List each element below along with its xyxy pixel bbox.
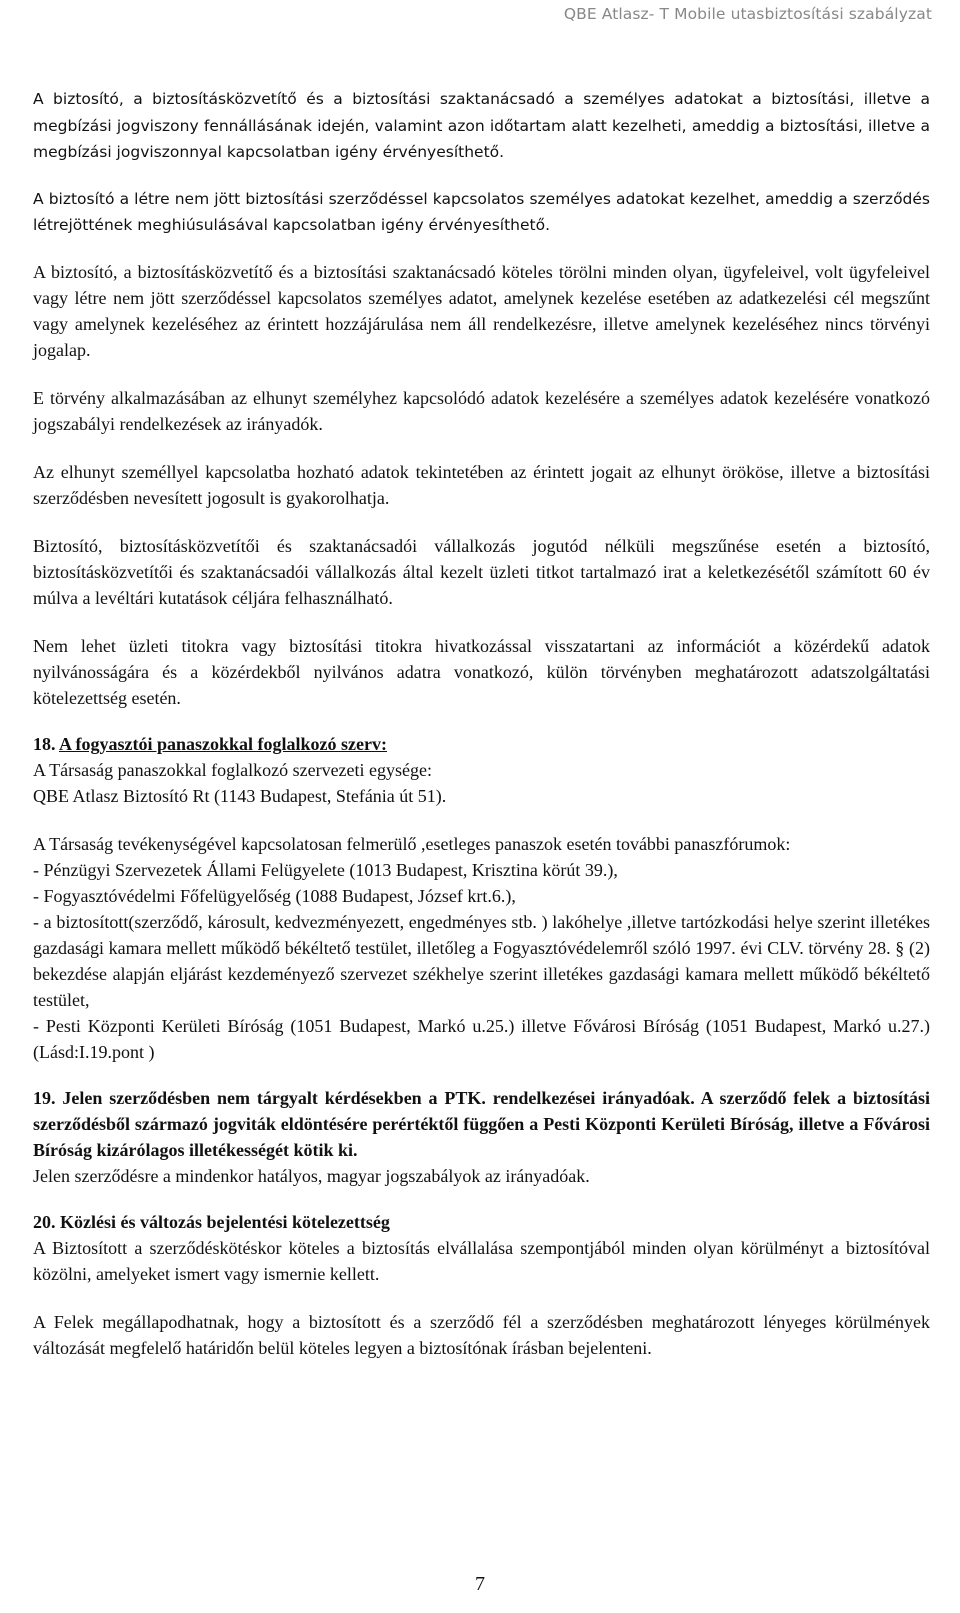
paragraph: Nem lehet üzleti titokra vagy biztosítási titokra hivatkozással visszatartani az információt a közérdekű adatok nyilvánosságára és a közérdekből nyilvános adatra vonatkozó, külön törvényben meghatározott adatszolgáltatási kötelezettség esetén. xyxy=(33,635,930,708)
list-item: - Pénzügyi Szervezetek Állami Felügyelete (1013 Budapest, Krisztina körút 39.), xyxy=(33,859,618,880)
paragraph: A biztosító, a biztosításközvetítő és a biztosítási szaktanácsadó a személyes adatokat a biztosítási, illetve a megbízási jogviszony fennállásának idején, valamint azon időtartam alatt kezelheti, ameddig a biztosítási, illetve a megbízási jogviszonnyal kapcsolatban igény érvényesíthető. xyxy=(33,90,930,161)
document-body xyxy=(33,86,930,1361)
section-19-text: 19. Jelen szerződésben nem tárgyalt kérdésekben a PTK. rendelkezései irányadóak. A szerződő felek a biztosítási szerződésből származó jogviták eldöntésére perértéktől függően a Pesti Központi Kerületi Bíróság, illetve a Fővárosi Bíróság kizárólagos illetékességét kötik ki. xyxy=(33,1087,930,1160)
paragraph: A Társaság tevékenységével kapcsolatosan felmerülő ,esetleges panaszok esetén további panaszfórumok: xyxy=(33,833,791,854)
section-18-heading xyxy=(33,731,930,757)
text-line: A Társaság panaszokkal foglalkozó szervezeti egysége: xyxy=(33,759,433,780)
page-number: 7 xyxy=(475,1573,485,1595)
list-item: - Fogyasztóvédelmi Főfelügyelőség (1088 Budapest, József krt.6.), xyxy=(33,885,516,906)
paragraph: Az elhunyt személlyel kapcsolatba hozható adatok tekintetében az érintett jogait az elhunyt örököse, illetve a biztosítási szerződésben nevesített jogosult is gyakorolhatja. xyxy=(33,461,930,508)
paragraph: A Felek megállapodhatnak, hogy a biztosított és a szerződő fél a szerződésben meghatározott lényeges körülmények változását megfelelő határidőn belül köteles legyen a biztosítónak írásban bejelenteni. xyxy=(33,1311,930,1358)
section-title: A fogyasztói panaszokkal foglalkozó szerv: xyxy=(59,733,388,754)
text-line: Jelen szerződésre a mindenkor hatályos, magyar jogszabályok az irányadóak. xyxy=(33,1165,590,1186)
paragraph: E törvény alkalmazásában az elhunyt személyhez kapcsolódó adatok kezelésére a személyes adatok kezelésére vonatkozó jogszabályi rendelkezések az irányadók. xyxy=(33,387,930,434)
paragraph: A biztosító, a biztosításközvetítő és a biztosítási szaktanácsadó köteles törölni minden olyan, ügyfeleivel, volt ügyfeleivel vagy létre nem jött szerződéssel kapcsolatos személyes adatot, amelynek kezelése esetében az adatkezelési cél megszűnt vagy amelynek kezeléséhez az érintett hozzájárulása nem áll rendelkezésre, illetve amelynek kezeléséhez nincs törvényi jogalap. xyxy=(33,261,930,360)
section-number: 18. xyxy=(33,733,56,754)
list-item: - a biztosított(szerződő, károsult, kedvezményezett, engedményes stb. ) lakóhelye ,illetve tartózkodási helye szerint illetékes gazdasági kamara mellett működő békéltető testület, illetőleg a Fogyasztóvédelemről szóló 1997. évi CLV. törvény 28. § (2) bekezdése alapján eljárást kezdeményező szervezet székhelye szerint illetékes gazdasági kamara mellett működő békéltető testület, xyxy=(33,911,930,1010)
list-item: - Pesti Központi Kerületi Bíróság (1051 Budapest, Markó u.25.) illetve Fővárosi Bíróság (1051 Budapest, Markó u.27.) (Lásd:I.19.pont ) xyxy=(33,1015,930,1062)
paragraph: A biztosító a létre nem jött biztosítási szerződéssel kapcsolatos személyes adatokat kezelhet, ameddig a szerződés létrejöttének meghiúsulásával kapcsolatban igény érvényesíthető. xyxy=(33,189,930,234)
text-line: QBE Atlasz Biztosító Rt (1143 Budapest, Stefánia út 51). xyxy=(33,785,447,806)
paragraph: Biztosító, biztosításközvetítői és szaktanácsadói vállalkozás jogutód nélküli megszűnése esetén a biztosító, biztosításközvetítői és szaktanácsadói vállalkozás által kezelt üzleti titkot tartalmazó irat a keletkezésétől számított 60 év múlva a levéltári kutatások céljára felhasználható. xyxy=(33,535,930,608)
section-20-heading: 20. Közlési és változás bejelentési kötelezettség xyxy=(33,1211,390,1232)
paragraph: A Biztosított a szerződéskötéskor köteles a biztosítás elvállalása szempontjából minden olyan körülményt a biztosítóval közölni, amelyeket ismert vagy ismernie kellett. xyxy=(33,1237,930,1284)
page-header: QBE Atlasz- T Mobile utasbiztosítási szabályzat xyxy=(563,5,932,23)
